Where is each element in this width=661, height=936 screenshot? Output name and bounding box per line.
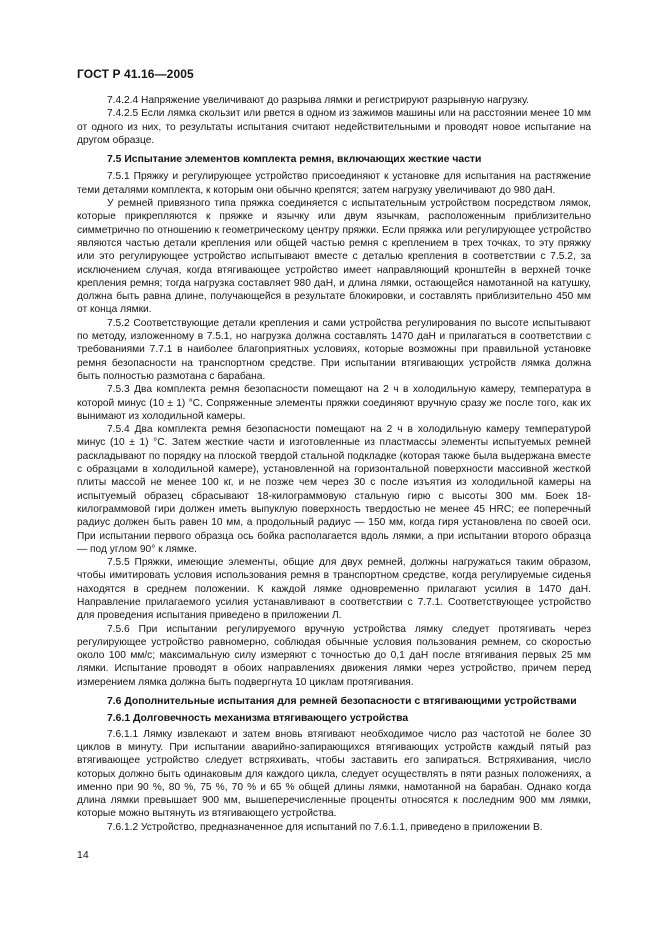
paragraph-7-5-5: 7.5.5 Пряжки, имеющие элементы, общие для двух ремней, должны нагружаться таким образом, чтобы имитировать условия использования ремня в транспортном средстве, когда регулируемые сиденья находятся в среднем положении. К каждой лямке одновременно прилагают усилия в 1470 даН. Направление прилагаемого усилия устанавливают в соответствии с 7.7.1. Соответствующее устройство для проведения испытания приведено в приложении Л. <box>77 557 591 622</box>
paragraph-7-5-2: 7.5.2 Соответствующие детали крепления и сами устройства регулирования по высоте испытывают по методу, изложенному в 7.5.1, но нагрузка должна составлять 1470 даН и прилагаться в соответствии с требованиями 7.7.1 в наиболее благоприятных условиях, которые возможны при правильной установке ремня безопасности на транспортном средстве. При испытании втягивающих устройств лямка должна быть полностью размотана с барабана. <box>77 317 591 382</box>
paragraph-7-4-2-5: 7.4.2.5 Если лямка скользит или рвется в одном из зажимов машины или на расстоянии менее 10 мм от одного из них, то результаты испытания считают недействительными и проводят новое испытание на другом образце. <box>77 108 591 146</box>
section-heading-7-6: 7.6 Дополнительные испытания для ремней безопасности с втягивающими устройствами <box>107 696 577 708</box>
paragraph-7-5-6: 7.5.6 При испытании регулируемого вручную устройства лямку следует протягивать через регулирующее устройство равномерно, соблюдая обычные условия пользования ремнем, со скоростью около 100 мм/с; максимальную силу измеряют с точностью до 0,1 даН после втягивания первых 25 мм лямки. Испытание проводят в обоих направлениях движения лямки через устройство, причем перед измерением лямка должна быть подвергнута 10 циклам протягивания. <box>77 623 591 688</box>
subsection-heading-7-6-1: 7.6.1 Долговечность механизма втягивающего устройства <box>107 713 409 725</box>
paragraph-7-6-1-1: 7.6.1.1 Лямку извлекают и затем вновь втягивают необходимое число раз частотой не более 30 циклов в минуту. При испытании аварийно-запирающихся втягивающих устройств каждый пятый раз втягивающее устройство следует встряхивать, чтобы заставить его запираться. Встряхивания, число которых должно быть одинаковым для каждого цикла, следует осуществлять в пяти разных положениях, а именно при 90 %, 80 %, 75 %, 70 % и 65 % общей длины лямки, намотанной на барабан. Однако когда длина лямки превышает 900 мм, вышеперечисленные проценты относятся к последним 900 мм лямки, которые можно вытянуть из втягивающего устройства. <box>77 728 591 820</box>
page-number: 14 <box>77 849 89 861</box>
paragraph-7-6-1-2: 7.6.1.2 Устройство, предназначенное для испытаний по 7.6.1.1, приведено в приложении В. <box>107 821 543 833</box>
paragraph-7-5-4: 7.5.4 Два комплекта ремня безопасности помещают на 2 ч в холодильную камеру температурой минус (10 ± 1) °С. Затем жесткие части и изготовленные из пластмассы элементы испытуемых ремней раскладывают по порядку на плоской твердой стальной подкладке (которая также была выдержана вместе с образцами в холодильной камере), установленной на горизонтальной поверхности массивной жесткой плиты массой не менее 100 кг, и не позже чем через 30 с после изъятия из холодильной камеры на испытуемый образец сбрасывают 18-килограммовую стальную гирю с высоты 300 мм. Боек 18-килограммовой гири должен иметь выпуклую поверхность твердостью не менее 45 HRC; ее поперечный радиус должен быть равен 10 мм, а продольный радиус — 150 мм, когда гиря установлена по своей оси. При испытании первого образца ось бойка располагается вдоль лямки, а при испытании второго образца — под углом 90° к лямке. <box>77 424 591 555</box>
section-heading-7-5: 7.5 Испытание элементов комплекта ремня, включающих жесткие части <box>107 154 482 166</box>
paragraph-7-4-2-4: 7.4.2.4 Напряжение увеличивают до разрыва лямки и регистрируют разрывную нагрузку. <box>107 95 529 106</box>
paragraph-7-5-1-continued: У ремней привязного типа пряжка соединяется с испытательным устройством посредством лямок, которые прикрепляются к пряжке и язычку или двум язычкам, расположенным приблизительно симметрично по отношению к геометрическому центру пряжки. Если пряжка или регулирующее устройство являются частью детали крепления или общей частью ремня с креплением в трех точках, то эту пряжку или это регулирующее устройство испытывают вместе с деталью крепления в соответствии с 7.5.2, за исключением случая, когда втягивающее устройство имеет направляющий кронштейн в верхней точке крепления ремня; тогда нагрузка составляет 980 даН, и длина лямки, остающейся намотанной на катушку, должна быть равна длине, получающейся в результате блокировки, и составлять приблизительно 450 мм от конца лямки. <box>77 198 591 316</box>
paragraph-7-5-3: 7.5.3 Два комплекта ремня безопасности помещают на 2 ч в холодильную камеру, температура в которой минус (10 ± 1) °С. Сопряженные элементы пряжки соединяют вручную сразу же после того, как их вынимают из холодильной камеры. <box>77 384 591 422</box>
paragraph-7-5-1: 7.5.1 Пряжку и регулирующее устройство присоединяют к установке для испытания на растяжение теми деталями комплекта, к которым они обычно крепятся; затем нагрузку увеличивают до 980 даН. <box>77 171 591 196</box>
document-body <box>77 94 591 834</box>
standard-header: ГОСТ Р 41.16—2005 <box>77 67 194 81</box>
